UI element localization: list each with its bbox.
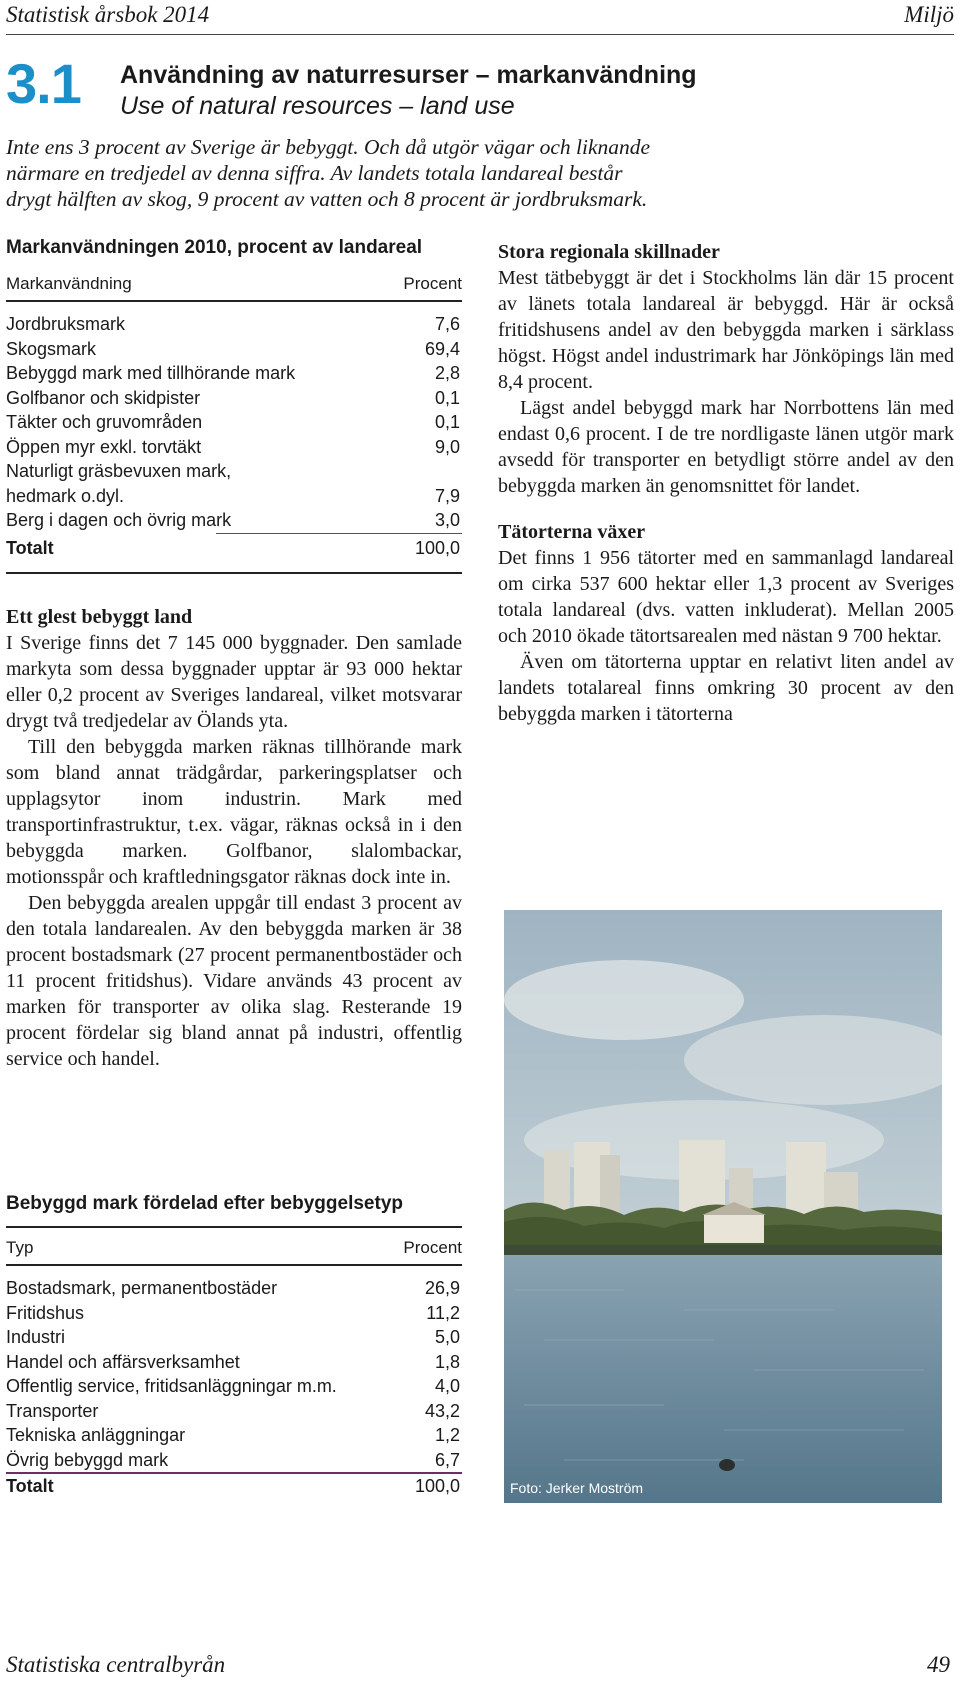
header-divider [6,34,954,35]
table-title: Markanvändningen 2010, procent av landareal [6,237,423,258]
table-row: Naturligt gräsbevuxen mark, [6,461,232,481]
paragraph: Det finns 1 956 tätorter med en sammanlagd landareal om cirka 537 600 hektar eller 1,3 procent av Sveriges totala landareal (dvs. vatten inkluderat). Mellan 2005 och 2010 ökade tätortsarealen med nästan 9 700 hektar. [498,547,954,647]
paragraph: Lägst andel bebyggd mark har Norrbottens län med endast 0,6 procent. I de tre nordligaste länen utgör mark avsedd för transporter en betydligt större andel av den bebyggda marken än genomsnittet för landet. [498,397,954,497]
table-row: Transporter 43,2 [6,1400,460,1421]
right-column-text [498,239,954,727]
table-title: Bebyggd mark fördelad efter bebyggelsetyp [6,1193,403,1214]
table-total-row: Totalt 100,0 [6,537,460,558]
intro-text [6,134,696,212]
intro-line: Inte ens 3 procent av Sverige är bebyggt. Och då utgör vägar och liknande [6,135,651,159]
column-header-land-use: Markanvändning [6,274,132,293]
table-row: Öppen myr exkl. torvtäkt 9,0 [6,436,460,457]
section-heading: Tätorterna växer [498,521,646,543]
chapter-title-swedish: Användning av naturresurser – markanvändning [120,61,697,89]
lake-city-photo [504,910,942,1503]
table-row: Berg i dagen och övrig mark 3,0 [6,510,460,530]
page-number: 49 [927,1652,950,1677]
paragraph: Även om tätorterna upptar en relativt liten andel av landets totalareal finns omkring 30 procent av den bebyggda marken i tätorterna [498,651,954,725]
table-total-row: Totalt 100,0 [6,1476,460,1496]
built-land-table [6,1192,462,1499]
footer-publisher: Statistiska centralbyrån [6,1652,226,1677]
table-row: Jordbruksmark 7,6 [6,314,460,334]
section-heading: Stora regionala skillnader [498,241,720,263]
chapter-title-english: Use of natural resources – land use [120,92,515,120]
table-header-row [6,1238,462,1258]
paragraph: I Sverige finns det 7 145 000 byggnader. Den samlade markyta som dessa byggnader upptar är 93 000 hektar eller 0,2 procent av Sveriges landareal, vilket motsvarar drygt två tredjedelar av Ölands yta. [6,632,462,732]
table-row: Golfbanor och skidpister 0,1 [6,387,460,408]
photo-credit: Foto: Jerker Moström [510,1480,644,1496]
column-header-percent: Procent [403,1238,462,1257]
paragraph: Mest tätbebyggt är det i Stockholms län där 15 procent av länets totala landareal är bebyggd. Här är också fritidshusens andel av den bebyggda marken i särklass högst. Högst andel industrimark har Jönköpings län med 8,4 procent. [498,267,954,393]
table-row: Täkter och gruvområden 0,1 [6,412,460,432]
table-row: Skogsmark 69,4 [6,338,460,359]
table-row: Offentlig service, fritidsanläggningar m.m. 4,0 [6,1376,460,1396]
running-header-section: Miljö [904,2,954,27]
left-column-text [6,604,462,1072]
intro-line: drygt hälften av skog, 9 procent av vatten och 8 procent är jordbruksmark. [6,187,648,211]
table-row: Industri 5,0 [6,1327,460,1347]
land-use-table [6,236,462,574]
chapter-number: 3.1 [6,52,81,115]
table-bottom-rule [6,572,462,574]
paragraph: Den bebyggda arealen uppgår till endast 3 procent av den totala landarealen. Av den bebyggda marken är 38 procent bostadsmark (27 procent permanentbostäder och 11 procent fritidshus). Vidare används 43 procent av marken för transporter av olika slag. Resterande 19 procent fördelar sig bland annat på industri, offentlig service och handel. [6,892,462,1070]
table-row: Handel och affärsverksamhet 1,8 [6,1351,460,1372]
intro-line: närmare en tredjedel av denna siffra. Av landets totala landareal består [6,161,623,185]
section-heading: Ett glest bebyggt land [6,606,193,628]
table-row: Bostadsmark, permanentbostäder 26,9 [6,1278,460,1298]
running-header-title: Statistisk årsbok 2014 [6,2,210,27]
table-row: Fritidshus 11,2 [6,1302,460,1323]
table-row: Övrig bebyggd mark 6,7 [6,1449,460,1470]
table-row: hedmark o.dyl. 7,9 [6,485,460,506]
column-header-type: Typ [6,1238,34,1257]
table-row: Tekniska anläggningar 1,2 [6,1425,460,1445]
table-row: Bebyggd mark med tillhörande mark 2,8 [6,363,460,383]
table-header-row [6,274,462,294]
column-header-percent: Procent [403,274,462,293]
paragraph: Till den bebyggda marken räknas tillhörande mark som bland annat trädgårdar, parkeringsplatser och upplagsytor inom industrin. Mark med transportinfrastruktur, t.ex. vägar, räknas också in i den bebyggda marken. Golfbanor, slalombackar, motionsspår och kraftledningsgator räknas dock inte in. [6,736,462,888]
